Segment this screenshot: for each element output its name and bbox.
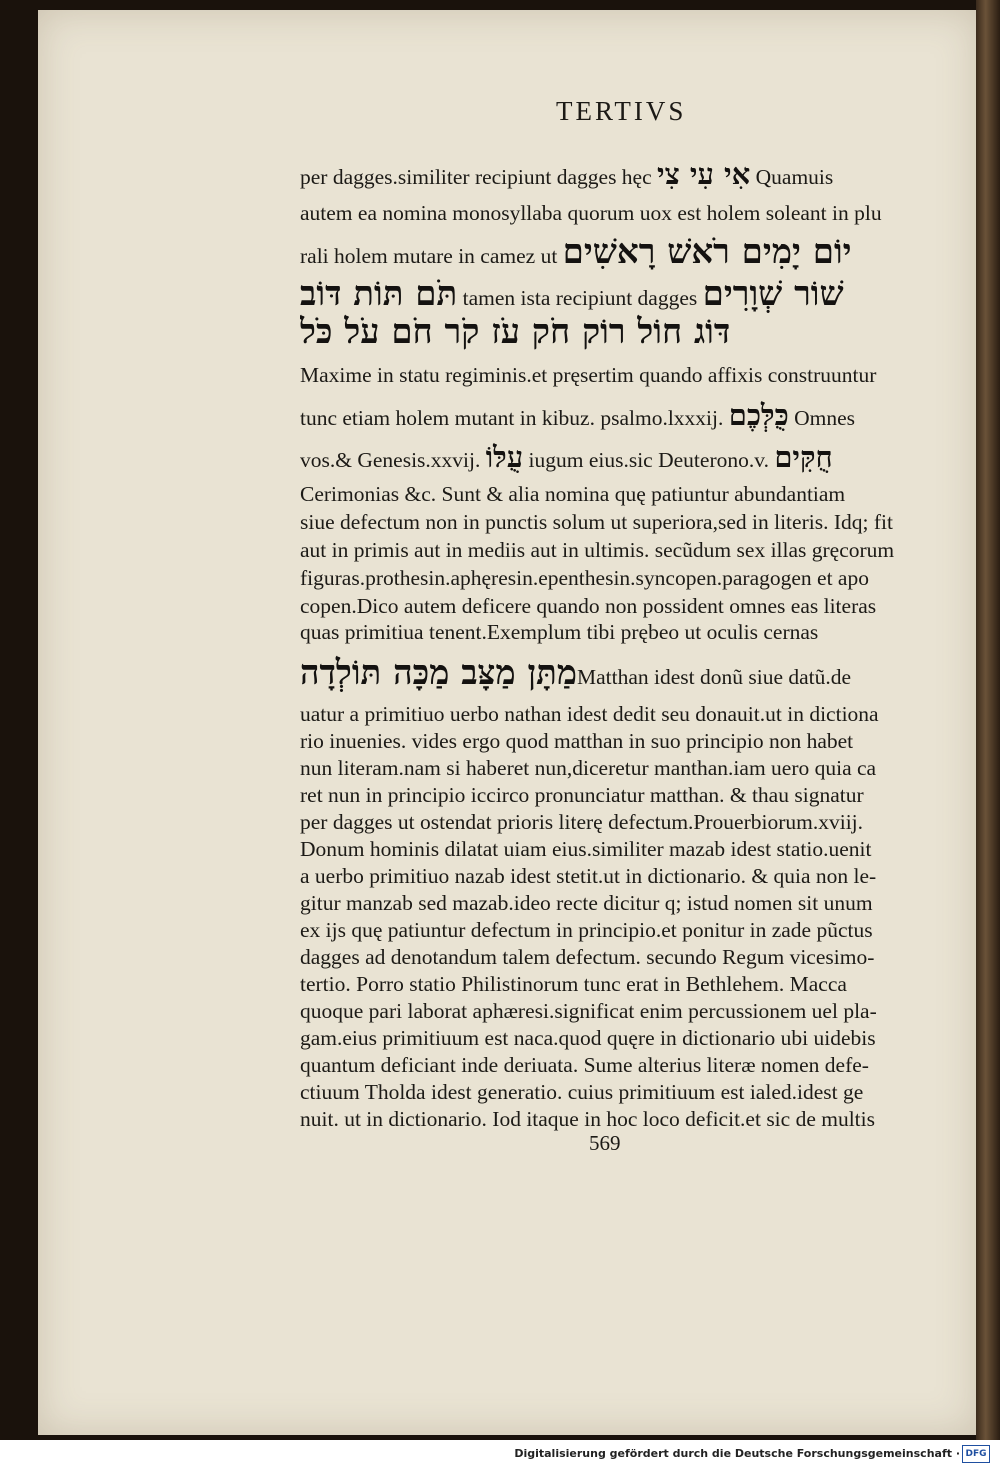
text-line: gam.eius primitiuum est naca.quod quęre in dictionario ubi uidebis [300,1026,876,1050]
book-spine [976,0,1000,1440]
text-line: per dagges.similiter recipiunt dagges hęc אִי עִי צִי Quamuis [300,157,834,191]
text-line: per dagges ut ostendat prioris literę defectum.Prouerbiorum.xviij. [300,810,864,834]
text-line: autem ea nomina monosyllaba quorum uox est holem soleant in plu [300,201,882,225]
text-line: תֹּם תּוֹת דּוֹב tamen ista recipiunt dagges שׁוֹר שְׁוָרִים [300,274,844,314]
text-line: siue defectum non in punctis solum ut superiora,sed in literis. Idq; fit [300,510,893,534]
text-line: ctiuum Tholda idest generatio. cuius primitiuum est ialed.idest ge [300,1080,864,1104]
text-line: quoque pari laborat aphæresi.significat enim percussionem uel pla- [300,999,877,1023]
text-line: figuras.prothesin.aphęresin.epenthesin.syncopen.paragogen et apo [300,566,869,590]
text-line: dagges ad denotandum talem defectum. secundo Regum vicesimo- [300,945,875,969]
text-line: Donum hominis dilatat uiam eius.similiter mazab idest statio.uenit [300,837,872,861]
text-line: Cerimonias &c. Sunt & alia nomina quę patiuntur abundantiam [300,482,846,506]
text-line: gitur manzab sed mazab.ideo recte dicitur q; istud nomen sit unum [300,891,873,915]
funding-credit: Digitalisierung gefördert durch die Deutsche Forschungsgemeinschaft · [514,1447,960,1460]
text-line: a uerbo primitiuo nazab idest stetit.ut in dictionario. & quia non le- [300,864,877,888]
hebrew-word: תֹּם תּוֹת דּוֹב [300,274,458,314]
hebrew-word: כֻּלְּכֶם [728,398,789,432]
text-line: tunc etiam holem mutant in kibuz. psalmo.lxxxij. כֻּלְּכֶם Omnes [300,398,856,432]
text-line [300,310,936,354]
text-line: tertio. Porro statio Philistinorum tunc erat in Bethlehem. Macca [300,972,847,996]
text-line: copen.Dico autem deficere quando non possident omnes eas literas [300,594,877,618]
text-line: rio inuenies. vides ergo quod matthan in suo principio non habet [300,729,854,753]
text-line: מַתָּן מַצָּב מַכָּה תּוֹלְדָהMatthan idest donũ siue datũ.de [300,653,852,693]
text-line: quantum deficiant inde deriuata. Sume alterius literæ nomen defe- [300,1053,869,1077]
text-line: nuit. ut in dictionario. Iod itaque in hoc loco deficit.et sic de multis [300,1107,875,1131]
digitization-footer [0,1440,1000,1467]
page-number: 569 [589,1131,621,1155]
hebrew-word: מַתָּן מַצָּב מַכָּה תּוֹלְדָה [300,653,577,693]
dfg-logo: DFG [962,1445,990,1463]
text-line: rali holem mutare in camez ut יוֹם יָמִים רֹאשׁ רָאשִׁים [300,232,852,272]
hebrew-word: אִי עִי צִי [657,157,751,191]
hebrew-word: עֻלּוֹ [485,440,524,474]
running-header: TERTIVS [556,96,687,126]
hebrew-word: שׁוֹר שְׁוָרִים [702,274,844,314]
text-line: ex ijs quę patiuntur defectum in principio.et ponitur in zade pũctus [300,918,873,942]
text-line: nun literam.nam si haberet nun,diceretur manthan.iam uero quia ca [300,756,877,780]
hebrew-word: חֻקִּים [774,440,833,474]
text-line: vos.& Genesis.xxvij. עֻלּוֹ iugum eius.sic Deuterono.v. חֻקִּים [300,440,833,474]
text-line: Maxime in statu regiminis.et pręsertim quando affixis construuntur [300,363,877,387]
text-line: ret nun in principio iccirco pronunciatur matthan. & thau signatur [300,783,864,807]
text-line: uatur a primitiuo uerbo nathan idest dedit seu donauit.ut in dictiona [300,702,879,726]
hebrew-word: יוֹם יָמִים רֹאשׁ רָאשִׁים [562,232,852,272]
text-line: quas primitiua tenent.Exemplum tibi prębeo ut oculis cernas [300,620,819,644]
hebrew-word: דּוֹג חוֹל רוֹק חֹק עֹז קֹר חֹם עֹל כֹּל [300,312,731,352]
text-line: aut in primis aut in mediis aut in ultimis. secũdum sex illas gręcorum [300,538,895,562]
